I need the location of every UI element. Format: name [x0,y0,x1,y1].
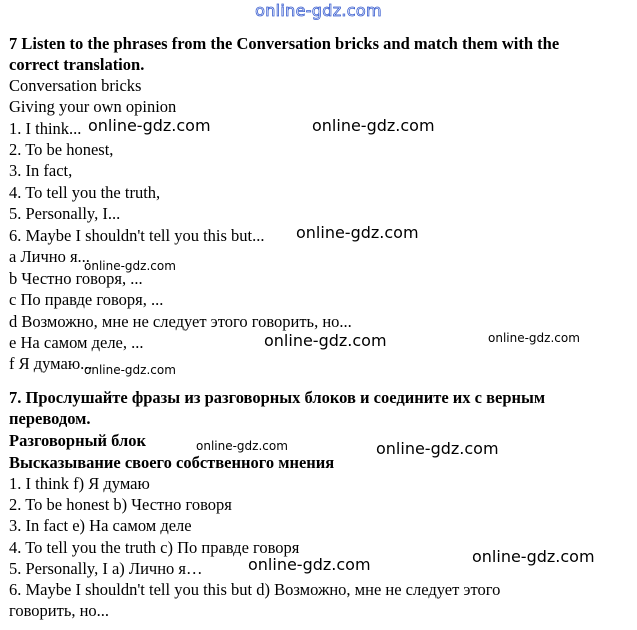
section-title-en: Conversation bricks [9,76,142,95]
watermark: online-gdz.com [88,116,211,135]
task-title-ru: 7. Прослушайте фразы из разговорных блоков и соедините их с верным [9,388,546,407]
translation-item: f Я думаю... [9,354,93,373]
phrase-item: 5. Personally, I... [9,204,121,223]
watermark: online-gdz.com [84,363,176,377]
phrase-item: 2. To be honest, [9,140,114,159]
translation-item: c По правде говоря, ... [9,290,164,309]
task-title-en: 7 Listen to the phrases from the Conversation bricks and match them with the [9,34,560,53]
answer-item: 4. To tell you the truth c) По правде говоря [9,538,300,557]
task-title-ru-cont: переводом. [9,409,91,428]
translation-item: e На самом деле, ... [9,333,144,352]
translation-item: b Честно говоря, ... [9,269,143,288]
answer-item: 1. I think f) Я думаю [9,474,150,493]
section-title-ru: Разговорный блок [9,431,146,450]
translation-item: d Возможно, мне не следует этого говорить, но... [9,312,352,331]
answer-item-cont: говорить, но... [9,601,110,620]
phrase-item: 4. To tell you the truth, [9,183,161,202]
watermark: online-gdz.com [472,547,595,566]
phrase-item: 3. In fact, [9,161,73,180]
translation-item: a Лично я... [9,247,90,266]
watermark-header: online-gdz.com [255,1,382,20]
watermark: online-gdz.com [264,331,387,350]
answer-item: 2. To be honest b) Честно говоря [9,495,232,514]
subsection-title-en: Giving your own opinion [9,97,177,116]
answer-item: 3. In fact e) На самом деле [9,516,192,535]
phrase-item: 1. I think... [9,119,82,138]
watermark: online-gdz.com [248,555,371,574]
watermark: online-gdz.com [312,116,435,135]
watermark: online-gdz.com [296,223,419,242]
subsection-title-ru: Высказывание своего собственного мнения [9,453,335,472]
watermark: online-gdz.com [376,439,499,458]
answer-item: 5. Personally, I a) Лично я… [9,559,203,578]
watermark: online-gdz.com [84,259,176,273]
watermark: online-gdz.com [488,331,580,345]
answer-item: 6. Maybe I shouldn't tell you this but d) Возможно, мне не следует этого [9,580,501,599]
task-title-en-cont: correct translation. [9,55,145,74]
watermark: online-gdz.com [196,439,288,453]
phrase-item: 6. Maybe I shouldn't tell you this but... [9,226,265,245]
